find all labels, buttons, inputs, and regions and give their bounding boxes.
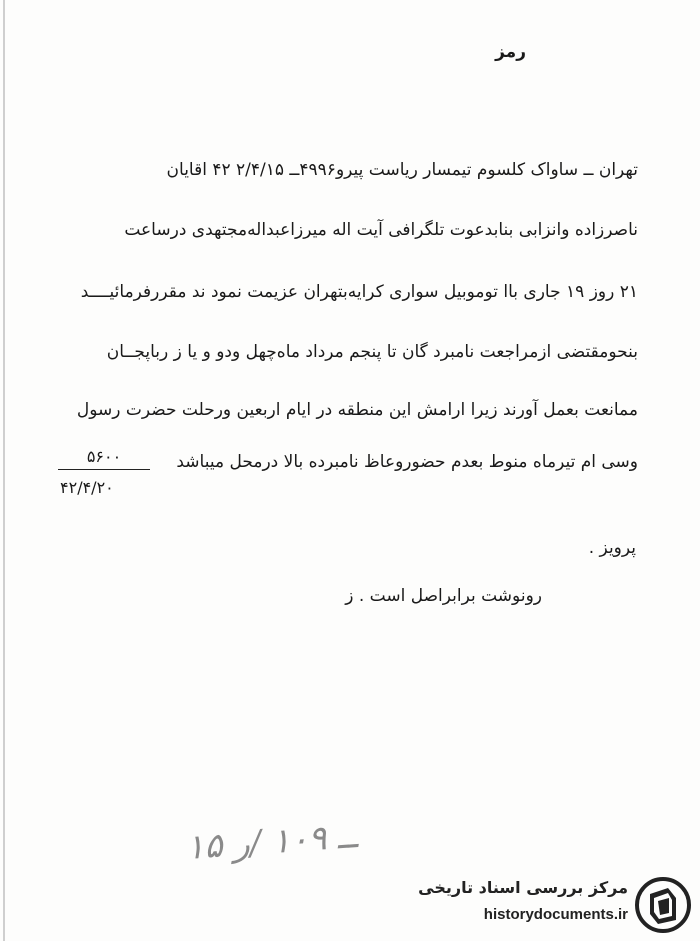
body-line-4: بنحومقتضی ازمراجعت نامبرد گان تا پنجم مرداد ماه‌چهل ودو و یا ز رباپجــان <box>106 342 638 362</box>
signature: پرویز . <box>588 538 636 558</box>
body-line-6: وسی ام تیرماه منوط بعدم حضوروعاظ نامبرده بالا درمحل میباشد <box>176 452 638 472</box>
reference-number: ۵۶۰۰ <box>86 447 122 466</box>
archive-watermark <box>410 876 692 936</box>
watermark-url: historydocuments.ir <box>483 906 628 923</box>
scan-edge-line <box>3 0 5 941</box>
reference-date: ۴۲/۴/۲۰ <box>60 478 114 497</box>
body-line-3: ۲۱ روز ۱۹ جاری باا توموبیل سواری کرایه‌بتهران عزیمت نمود ند مقررفرمائیــــد <box>80 282 638 302</box>
copy-certification-note: رونوشت برابراصل است . ز <box>345 586 542 606</box>
watermark-title: مرکز بررسی اسناد تاریخی <box>418 878 628 897</box>
body-line-1: تهران ــ ساواک کلسوم تیمسار ریاست پیرو۴۹۹۶ــ ۲/۴/۱۵ ۴۲ اقایان <box>166 160 638 180</box>
body-line-2: ناصرزاده وانزابی بنابدعوت تلگرافی آیت اله میرزاعبداله‌مجتهدی درساعت <box>124 220 638 240</box>
archive-book-logo-icon <box>634 876 692 934</box>
reference-underline <box>58 469 150 470</box>
classification-header: رمز <box>495 42 526 62</box>
handwritten-archive-number: ۱۵ ــ ۱۰۹ /ر <box>184 816 359 868</box>
body-line-5: ممانعت بعمل آورند زیرا ارامش این منطقه در ایام اربعین ورحلت حضرت رسول <box>76 400 638 420</box>
